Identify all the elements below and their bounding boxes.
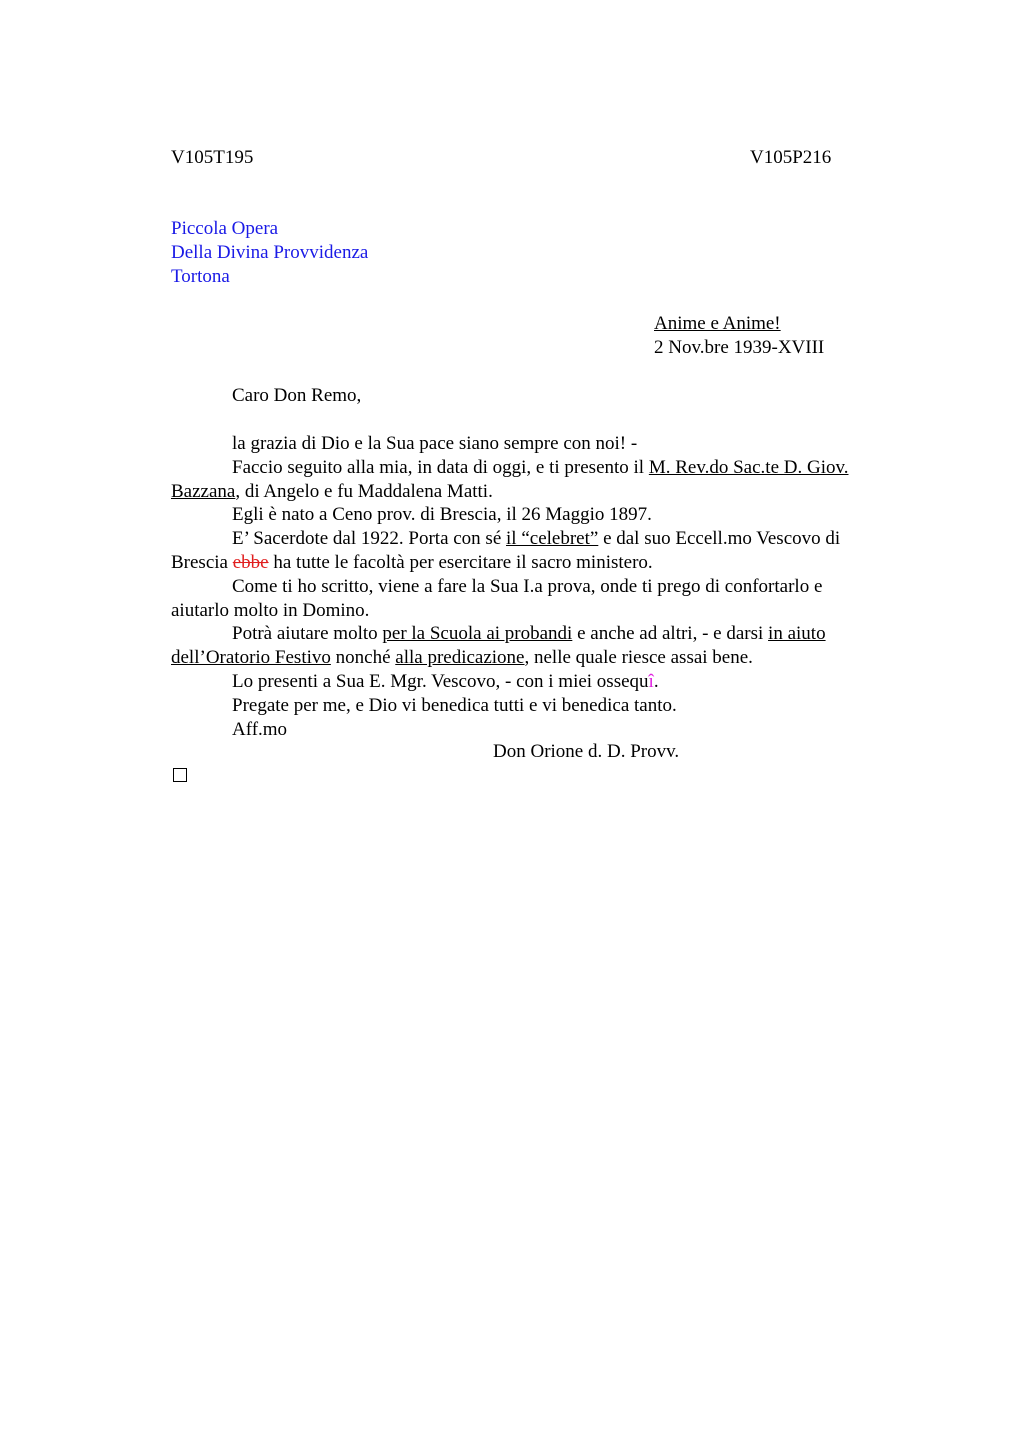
body-line: Aff.mo xyxy=(232,718,288,740)
letterhead-line-2: Della Divina Provvidenza xyxy=(171,242,369,263)
letterhead-line-3: Tortona xyxy=(171,266,230,287)
checkbox-square-icon xyxy=(173,768,187,782)
body-line: E’ Sacerdote dal 1922. Porta con sé il “celebret” e dal suo Eccell.mo Vescovo di xyxy=(232,528,841,550)
body-line: Faccio seguito alla mia, in data di oggi, e ti presento il M. Rev.do Sac.te D. Giov. xyxy=(232,456,849,478)
left-code: V105T195 xyxy=(171,147,254,168)
right-code: V105P216 xyxy=(750,147,832,168)
motto: Anime e Anime! xyxy=(654,313,781,334)
body-line: Bazzana, di Angelo e fu Maddalena Matti. xyxy=(171,480,493,502)
salutation: Caro Don Remo, xyxy=(232,385,362,406)
body-line: la grazia di Dio e la Sua pace siano sempre con noi! - xyxy=(232,433,638,454)
letterhead-line-1: Piccola Opera xyxy=(171,218,279,239)
signature: Don Orione d. D. Provv. xyxy=(493,741,680,762)
struck-word: ebbe xyxy=(232,551,269,573)
body-line: dell’Oratorio Festivo nonché alla predicazione, nelle quale riesce assai bene. xyxy=(171,647,753,669)
body-line: Come ti ho scritto, viene a fare la Sua I.a prova, onde ti prego di confortarlo e xyxy=(232,575,823,597)
body-line: Potrà aiutare molto per la Scuola ai probandi e anche ad altri, - e darsi in aiuto xyxy=(232,623,826,645)
body-line: Lo presenti a Sua E. Mgr. Vescovo, - con i miei ossequî. xyxy=(232,670,659,692)
date: 2 Nov.bre 1939-XVIII xyxy=(654,337,825,358)
letter-body xyxy=(171,432,911,741)
body-line: Pregate per me, e Dio vi benedica tutti e vi benedica tanto. xyxy=(232,694,677,716)
body-line: Brescia ebbe ha tutte le facoltà per esercitare il sacro ministero. xyxy=(171,551,653,573)
body-line: aiutarlo molto in Domino. xyxy=(171,599,370,621)
body-line: Egli è nato a Ceno prov. di Brescia, il 26 Maggio 1897. xyxy=(232,504,652,526)
highlighted-char: î xyxy=(648,670,654,692)
